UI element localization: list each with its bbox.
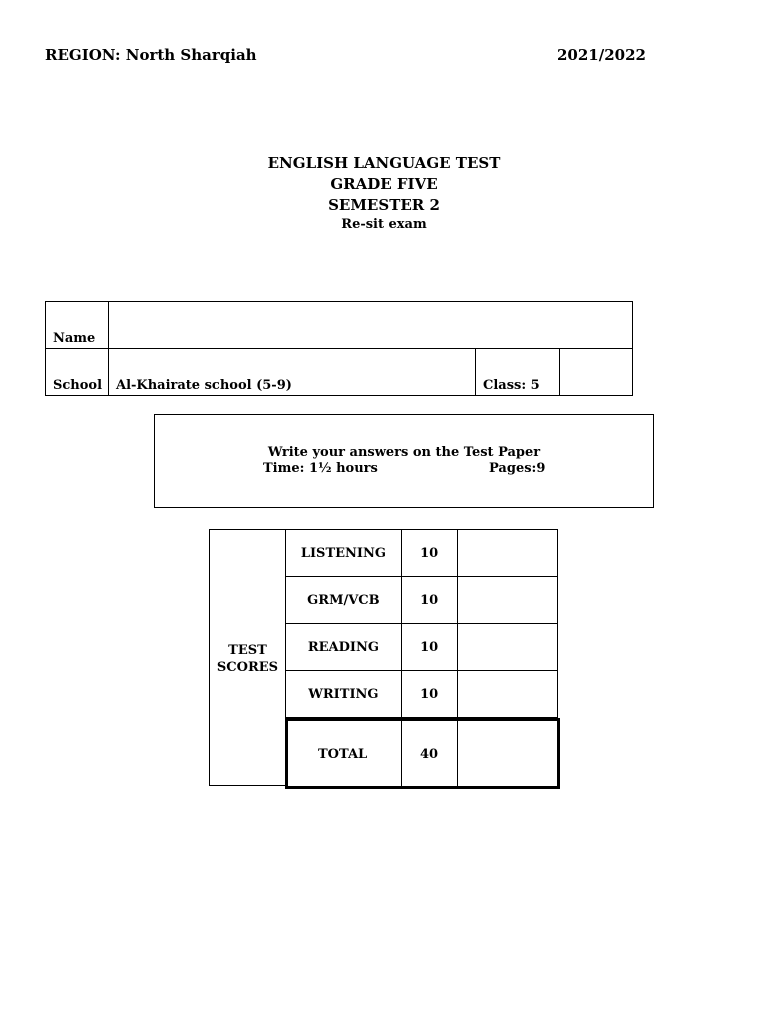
total-divider bbox=[401, 721, 402, 786]
max-score: 10 bbox=[401, 577, 457, 624]
score-row-writing bbox=[286, 671, 558, 718]
test-title-block bbox=[0, 153, 768, 234]
score-field-grammar-vocab[interactable] bbox=[457, 577, 557, 624]
grade-title: GRADE FIVE bbox=[330, 175, 438, 193]
time-allowed: Time: 1½ hours bbox=[263, 461, 378, 476]
skill-label: WRITING bbox=[286, 671, 402, 718]
total-label: TOTAL bbox=[318, 747, 368, 762]
page-count: Pages:9 bbox=[489, 461, 546, 476]
academic-year: 2021/2022 bbox=[557, 46, 646, 64]
student-info-table bbox=[45, 301, 633, 396]
semester-title: SEMESTER 2 bbox=[328, 196, 440, 214]
instructions-box bbox=[154, 414, 654, 508]
total-row bbox=[285, 718, 560, 789]
name-row bbox=[46, 302, 633, 349]
scores-table bbox=[285, 529, 558, 718]
school-value: Al-Khairate school (5-9) bbox=[109, 349, 476, 396]
max-score: 10 bbox=[401, 671, 457, 718]
score-row-listening bbox=[286, 530, 558, 577]
skill-label: READING bbox=[286, 624, 402, 671]
max-score: 10 bbox=[401, 530, 457, 577]
skill-label: GRM/VCB bbox=[286, 577, 402, 624]
name-field[interactable] bbox=[109, 302, 633, 349]
score-field-listening[interactable] bbox=[457, 530, 557, 577]
test-scores-label-cell bbox=[209, 529, 285, 786]
total-max-score: 40 bbox=[420, 747, 439, 762]
total-score-field[interactable] bbox=[458, 721, 557, 786]
score-row-reading bbox=[286, 624, 558, 671]
school-label: School bbox=[46, 349, 109, 396]
test-title: ENGLISH LANGUAGE TEST bbox=[267, 154, 501, 172]
score-field-writing[interactable] bbox=[457, 671, 557, 718]
test-scores-label-line2: SCORES bbox=[216, 660, 279, 675]
region-label: REGION: North Sharqiah bbox=[45, 46, 257, 64]
skill-label: LISTENING bbox=[286, 530, 402, 577]
class-section-field[interactable] bbox=[560, 349, 633, 396]
class-label: Class: 5 bbox=[476, 349, 560, 396]
name-label: Name bbox=[46, 302, 109, 349]
test-scores-label-line1: TEST bbox=[228, 643, 267, 658]
score-field-reading[interactable] bbox=[457, 624, 557, 671]
school-row bbox=[46, 349, 633, 396]
instructions-text: Write your answers on the Test Paper bbox=[267, 445, 541, 460]
exam-type: Re-sit exam bbox=[341, 217, 427, 232]
max-score: 10 bbox=[401, 624, 457, 671]
test-scores-label bbox=[210, 642, 285, 676]
score-row-grammar-vocab bbox=[286, 577, 558, 624]
